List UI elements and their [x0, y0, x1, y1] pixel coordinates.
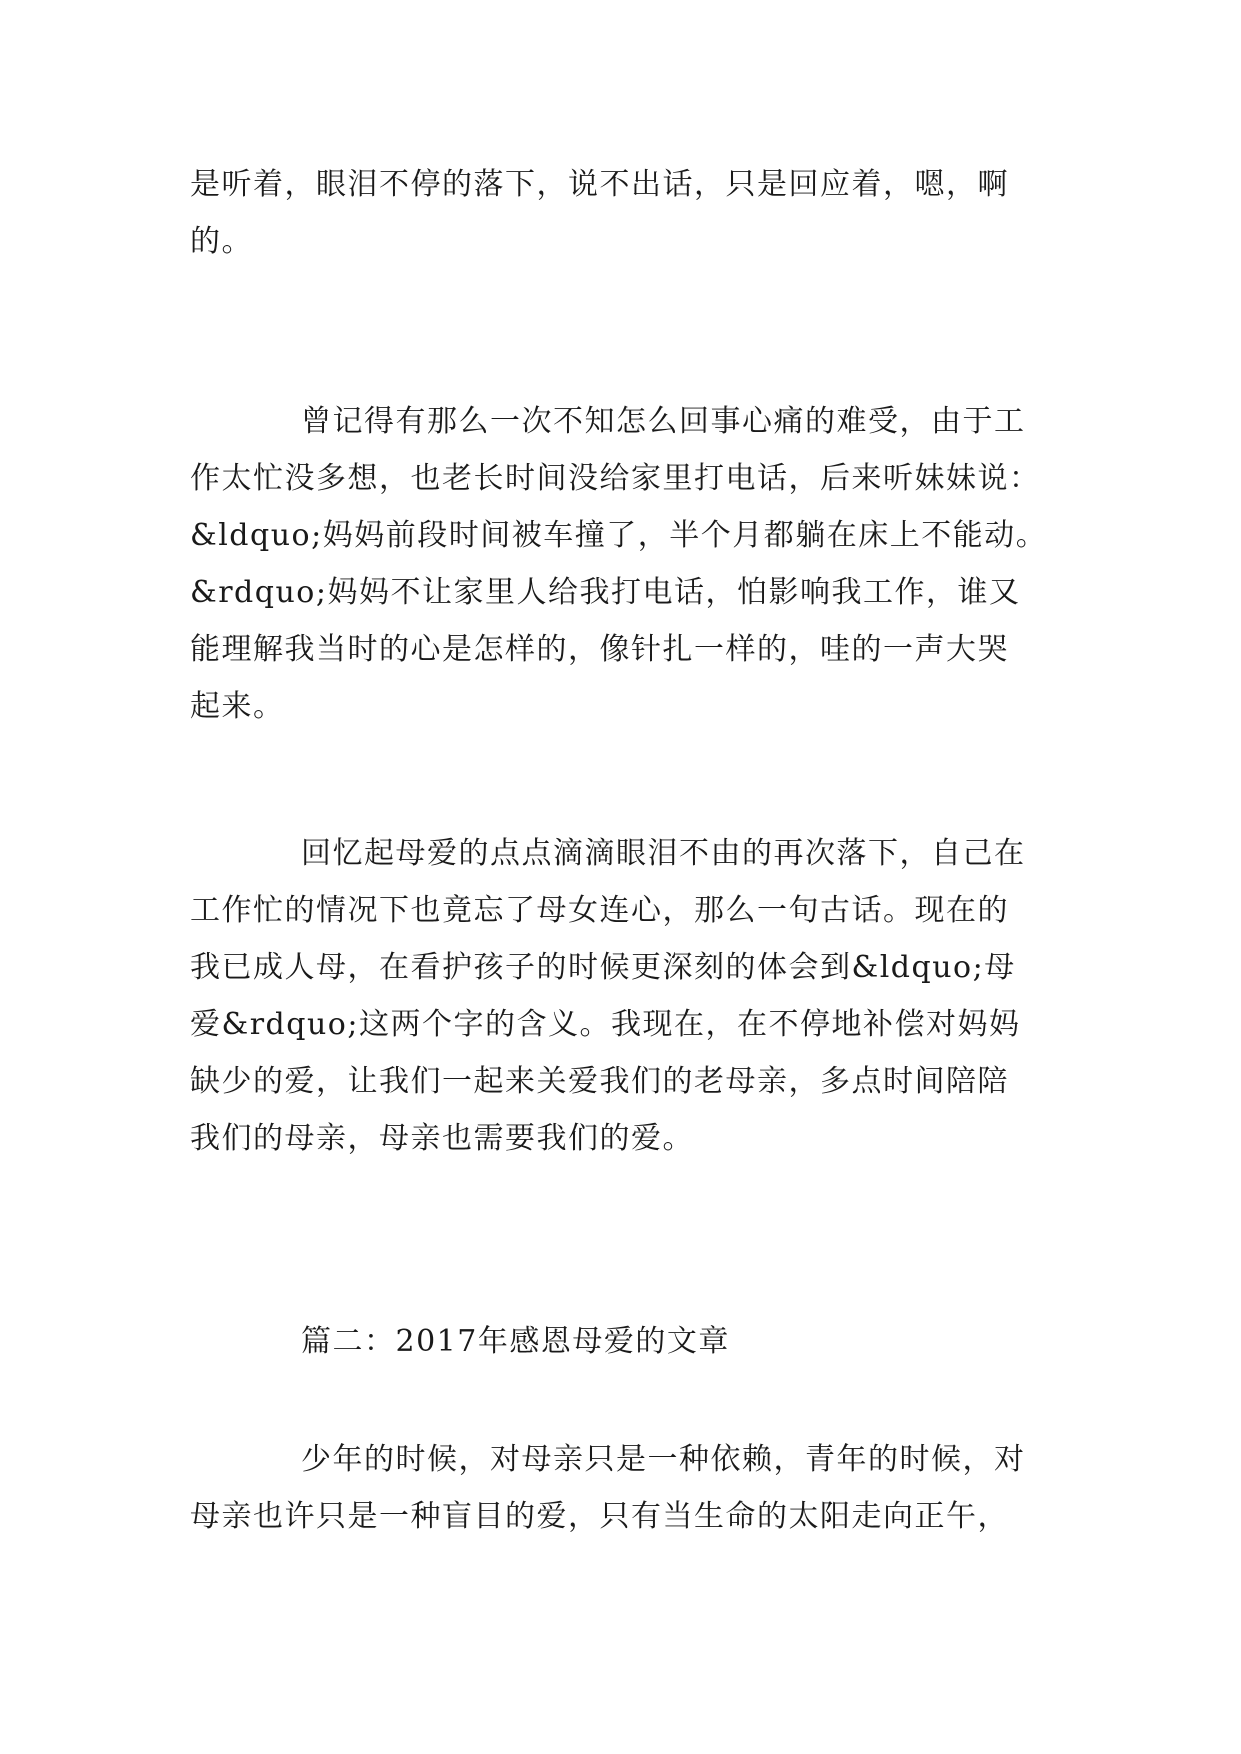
- text-line: 缺少的爱，让我们一起来关爱我们的老母亲，多点时间陪陪: [190, 1064, 1009, 1099]
- text-line: 我已成人母，在看护孩子的时候更深刻的体会到&ldquo;母: [190, 950, 1016, 985]
- text-line: 少年的时候，对母亲只是一种依赖，青年的时候，对: [301, 1442, 1026, 1477]
- paragraph-youth: [190, 1431, 1060, 1545]
- text-line: 母亲也许只是一种盲目的爱，只有当生命的太阳走向正午，: [190, 1499, 1009, 1534]
- text-line: 的。: [190, 224, 253, 259]
- text-line: &rdquo;妈妈不让家里人给我打电话，怕影响我工作，谁又: [190, 575, 1021, 610]
- text-line: &ldquo;妈妈前段时间被车撞了，半个月都躺在床上不能动。: [190, 518, 1048, 553]
- paragraph-memory: [190, 393, 1060, 735]
- text-line: 回忆起母爱的点点滴滴眼泪不由的再次落下，自己在: [301, 836, 1026, 871]
- paragraph-reflection: [190, 825, 1060, 1167]
- text-line: 作太忙没多想，也老长时间没给家里打电话，后来听妹妹说：: [190, 461, 1041, 496]
- section-heading: [190, 1313, 1060, 1370]
- text-line: 工作忙的情况下也竟忘了母女连心，那么一句古话。现在的: [190, 893, 1009, 928]
- section-heading-text: 篇二：2017年感恩母爱的文章: [301, 1324, 730, 1359]
- text-line: 是听着，眼泪不停的落下，说不出话，只是回应着，嗯，啊: [190, 167, 1009, 202]
- text-line: 起来。: [190, 689, 285, 724]
- text-line: 曾记得有那么一次不知怎么回事心痛的难受，由于工: [301, 404, 1026, 439]
- paragraph-continuation: [190, 156, 1060, 270]
- text-line: 我们的母亲，母亲也需要我们的爱。: [190, 1121, 694, 1156]
- text-line: 能理解我当时的心是怎样的，像针扎一样的，哇的一声大哭: [190, 632, 1009, 667]
- text-line: 爱&rdquo;这两个字的含义。我现在，在不停地补偿对妈妈: [190, 1007, 1021, 1042]
